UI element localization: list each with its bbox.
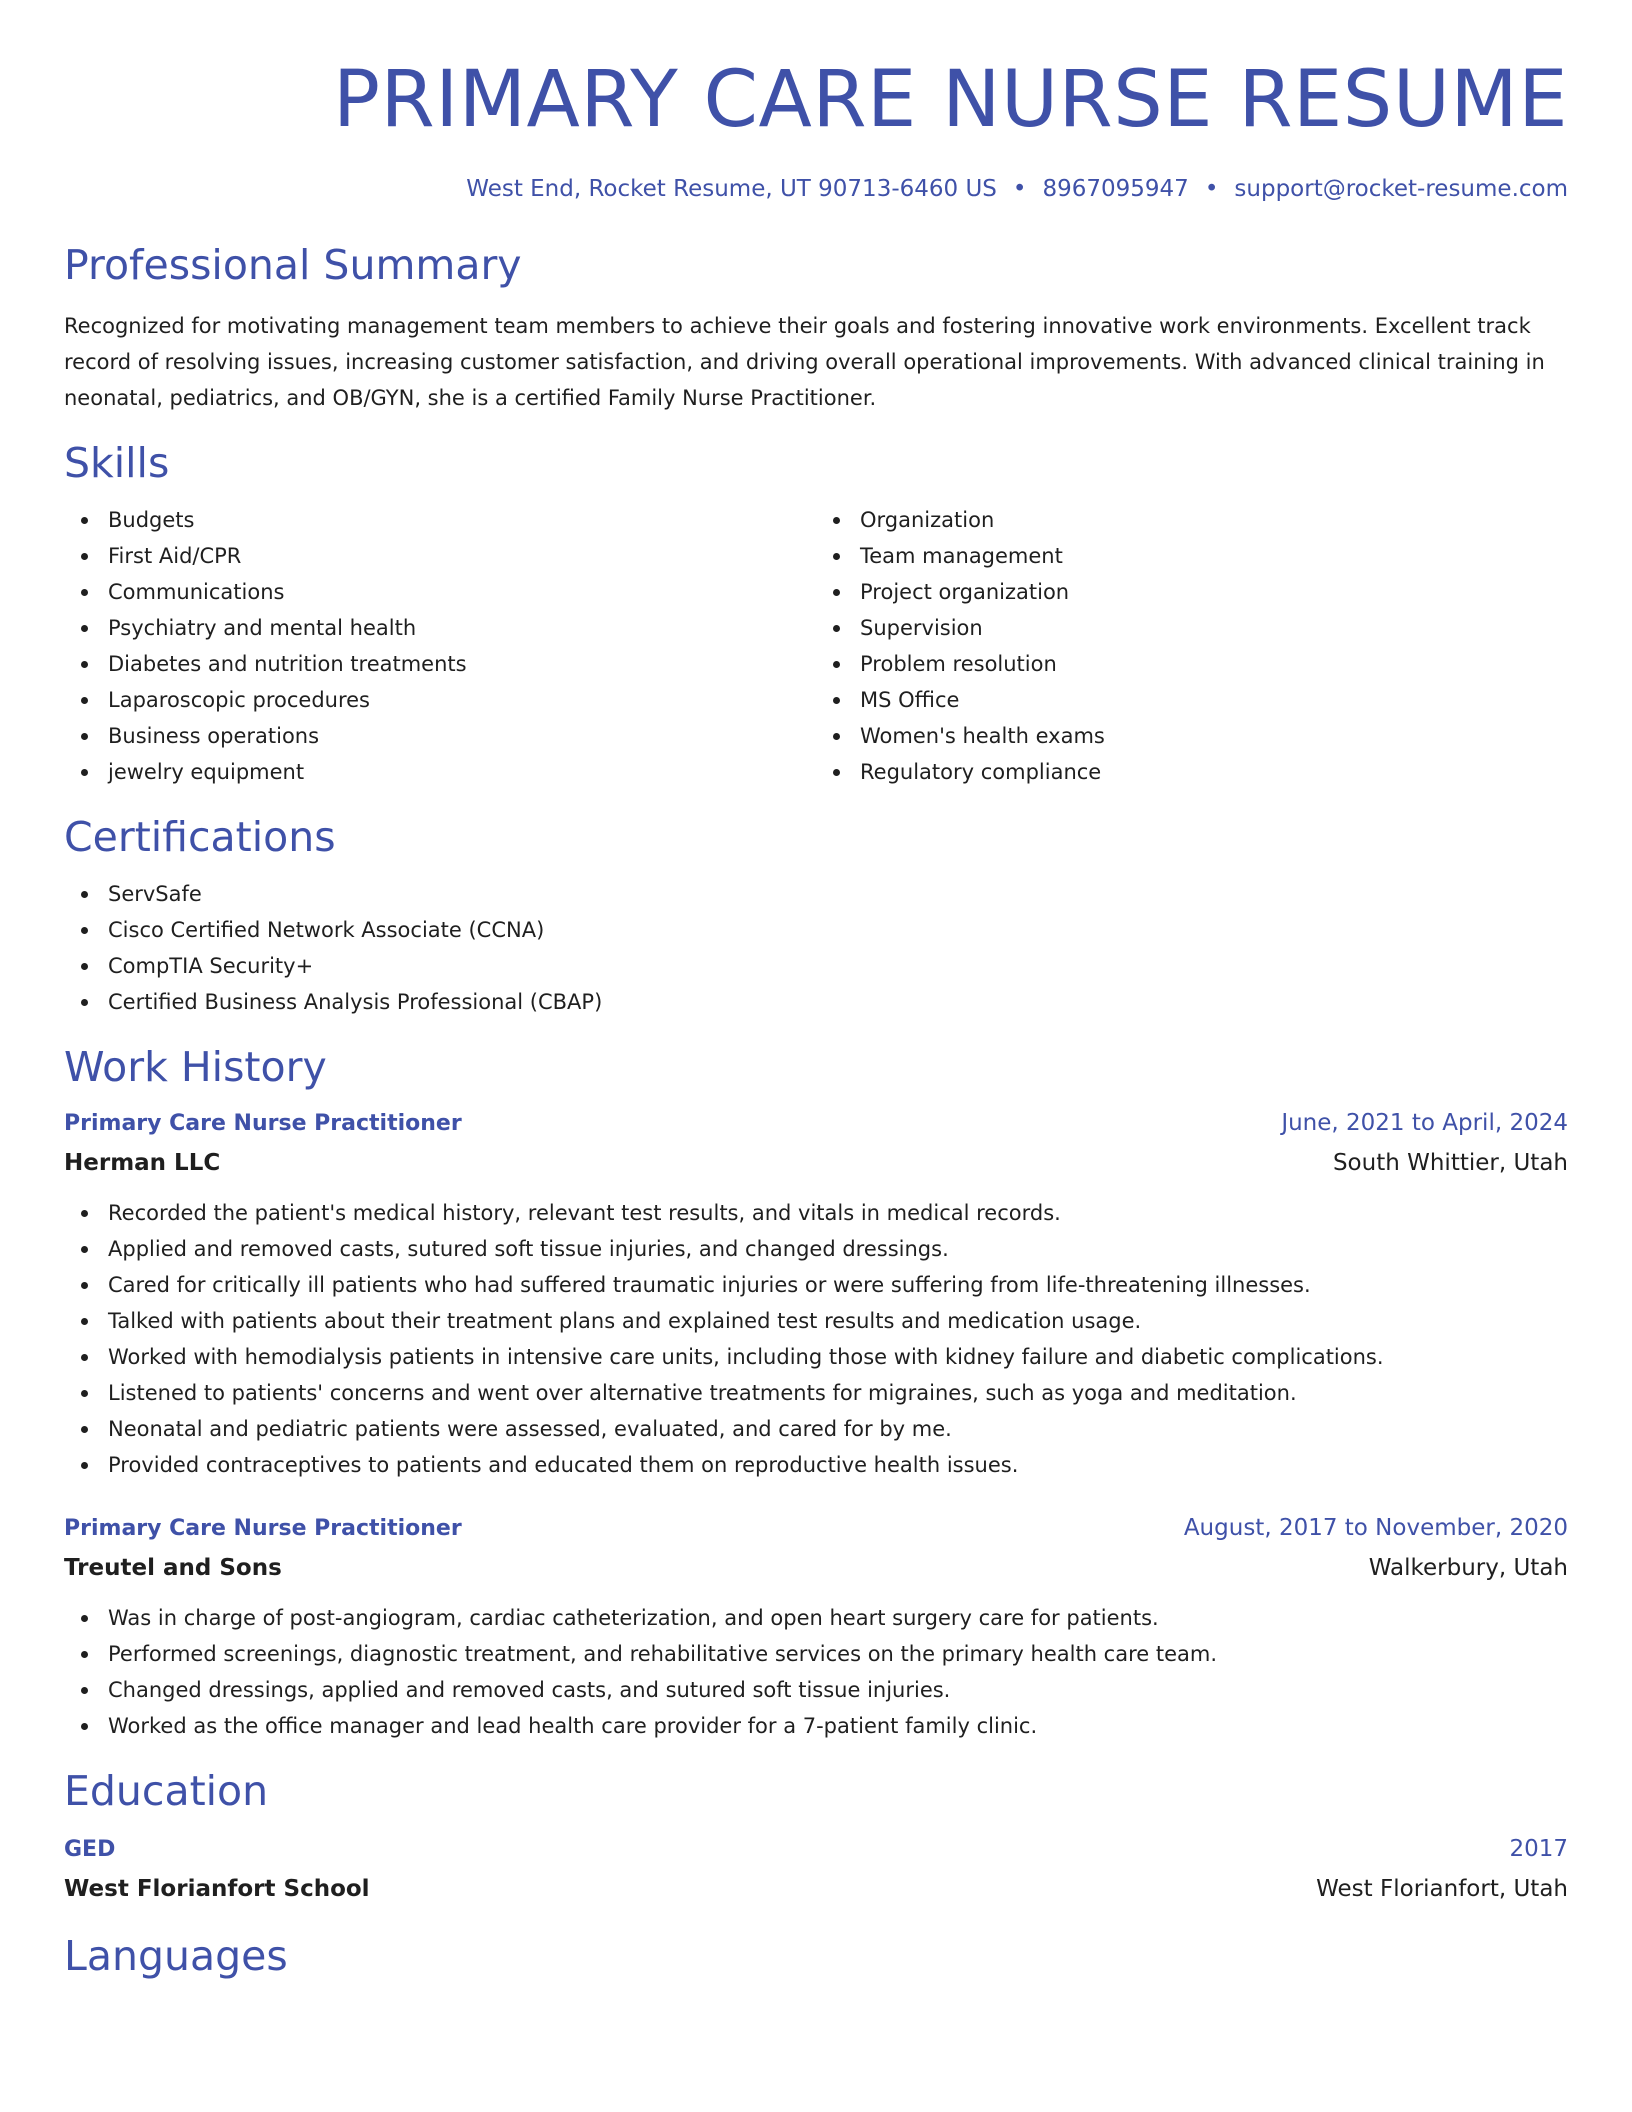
languages-heading: Languages xyxy=(64,1932,288,1980)
certifications-list xyxy=(64,876,1568,1020)
job-entry xyxy=(64,1509,1568,1744)
job-bullet: Talked with patients about their treatment plans and explained test results and medication usage. xyxy=(64,1303,1568,1339)
skill-item: Budgets xyxy=(64,502,816,538)
certification-item: CompTIA Security+ xyxy=(64,948,1568,984)
skills-right-list xyxy=(816,502,1568,790)
skill-item: MS Office xyxy=(816,682,1568,718)
education-degree: GED xyxy=(64,1837,116,1862)
skill-item: First Aid/CPR xyxy=(64,538,816,574)
job-bullet: Performed screenings, diagnostic treatment, and rehabilitative services on the primary health care team. xyxy=(64,1636,1568,1672)
skill-item: Psychiatry and mental health xyxy=(64,610,816,646)
job-header-row xyxy=(64,1509,1568,1548)
skills-left-list xyxy=(64,502,816,790)
skill-item: Women's health exams xyxy=(816,718,1568,754)
resume-title: PRIMARY CARE NURSE RESUME xyxy=(332,55,1568,145)
contact-phone: 8967095947 xyxy=(1042,176,1189,202)
skill-item: Diabetes and nutrition treatments xyxy=(64,646,816,682)
job-company: Treutel and Sons xyxy=(64,1555,282,1581)
job-dates: August, 2017 to November, 2020 xyxy=(1183,1515,1568,1541)
skill-item: Regulatory compliance xyxy=(816,754,1568,790)
job-bullet: Cared for critically ill patients who had suffered traumatic injuries or were suffering from life-threatening illnesses. xyxy=(64,1267,1568,1303)
skills-heading: Skills xyxy=(64,439,170,487)
skill-item: Business operations xyxy=(64,718,816,754)
skill-item: Project organization xyxy=(816,574,1568,610)
contact-separator: • xyxy=(1012,176,1027,202)
resume-page xyxy=(64,0,1568,1981)
job-bullets xyxy=(64,1600,1568,1744)
job-dates: June, 2021 to April, 2024 xyxy=(1281,1110,1568,1136)
education-school-row xyxy=(64,1869,1568,1909)
certification-item: ServSafe xyxy=(64,876,1568,912)
education-heading: Education xyxy=(64,1767,269,1815)
job-title: Primary Care Nurse Practitioner xyxy=(64,1111,462,1136)
job-bullet: Changed dressings, applied and removed casts, and sutured soft tissue injuries. xyxy=(64,1672,1568,1708)
contact-email: support@rocket-resume.com xyxy=(1234,176,1568,202)
job-bullet: Provided contraceptives to patients and educated them on reproductive health issues. xyxy=(64,1447,1568,1483)
contact-address: West End, Rocket Resume, UT 90713-6460 US xyxy=(466,176,997,202)
job-bullet: Was in charge of post-angiogram, cardiac catheterization, and open heart surgery care for patients. xyxy=(64,1600,1568,1636)
skill-item: Supervision xyxy=(816,610,1568,646)
certification-item: Cisco Certified Network Associate (CCNA) xyxy=(64,912,1568,948)
job-bullet: Recorded the patient's medical history, relevant test results, and vitals in medical records. xyxy=(64,1195,1568,1231)
job-bullet: Applied and removed casts, sutured soft tissue injuries, and changed dressings. xyxy=(64,1231,1568,1267)
job-title: Primary Care Nurse Practitioner xyxy=(64,1516,462,1541)
skill-item: Problem resolution xyxy=(816,646,1568,682)
job-company-row xyxy=(64,1548,1568,1588)
job-location: Walkerbury, Utah xyxy=(1368,1555,1568,1581)
job-company: Herman LLC xyxy=(64,1150,221,1176)
skill-item: Team management xyxy=(816,538,1568,574)
certifications-heading: Certifications xyxy=(64,813,336,861)
job-bullet: Worked as the office manager and lead health care provider for a 7-patient family clinic. xyxy=(64,1708,1568,1744)
education-year: 2017 xyxy=(1509,1836,1568,1862)
skill-item: Communications xyxy=(64,574,816,610)
job-location: South Whittier, Utah xyxy=(1332,1150,1568,1176)
education-header-row xyxy=(64,1830,1568,1869)
work-history-heading: Work History xyxy=(64,1043,327,1091)
job-bullet: Listened to patients' concerns and went over alternative treatments for migraines, such as yoga and meditation. xyxy=(64,1375,1568,1411)
job-entry xyxy=(64,1104,1568,1483)
skills-grid xyxy=(64,502,1568,790)
job-company-row xyxy=(64,1143,1568,1183)
education-entry xyxy=(64,1830,1568,1909)
certification-item: Certified Business Analysis Professional (CBAP) xyxy=(64,984,1568,1020)
skill-item: jewelry equipment xyxy=(64,754,816,790)
job-bullet: Neonatal and pediatric patients were assessed, evaluated, and cared for by me. xyxy=(64,1411,1568,1447)
contact-separator: • xyxy=(1204,176,1219,202)
education-school: West Florianfort School xyxy=(64,1876,370,1902)
job-header-row xyxy=(64,1104,1568,1143)
summary-heading: Professional Summary xyxy=(64,241,522,289)
contact-line xyxy=(64,174,1568,204)
job-bullet: Worked with hemodialysis patients in intensive care units, including those with kidney failure and diabetic complications. xyxy=(64,1339,1568,1375)
skill-item: Organization xyxy=(816,502,1568,538)
summary-text: Recognized for motivating management team members to achieve their goals and fostering innovative work environments. Excellent track record of resolving issues, increasing customer satisfaction, and driving overall operational improvements. With advanced clinical training in neonatal, pediatrics, and OB/GYN, she is a certified Family Nurse Practitioner. xyxy=(64,314,1545,410)
skill-item: Laparoscopic procedures xyxy=(64,682,816,718)
job-bullets xyxy=(64,1195,1568,1483)
education-location: West Florianfort, Utah xyxy=(1316,1876,1568,1902)
